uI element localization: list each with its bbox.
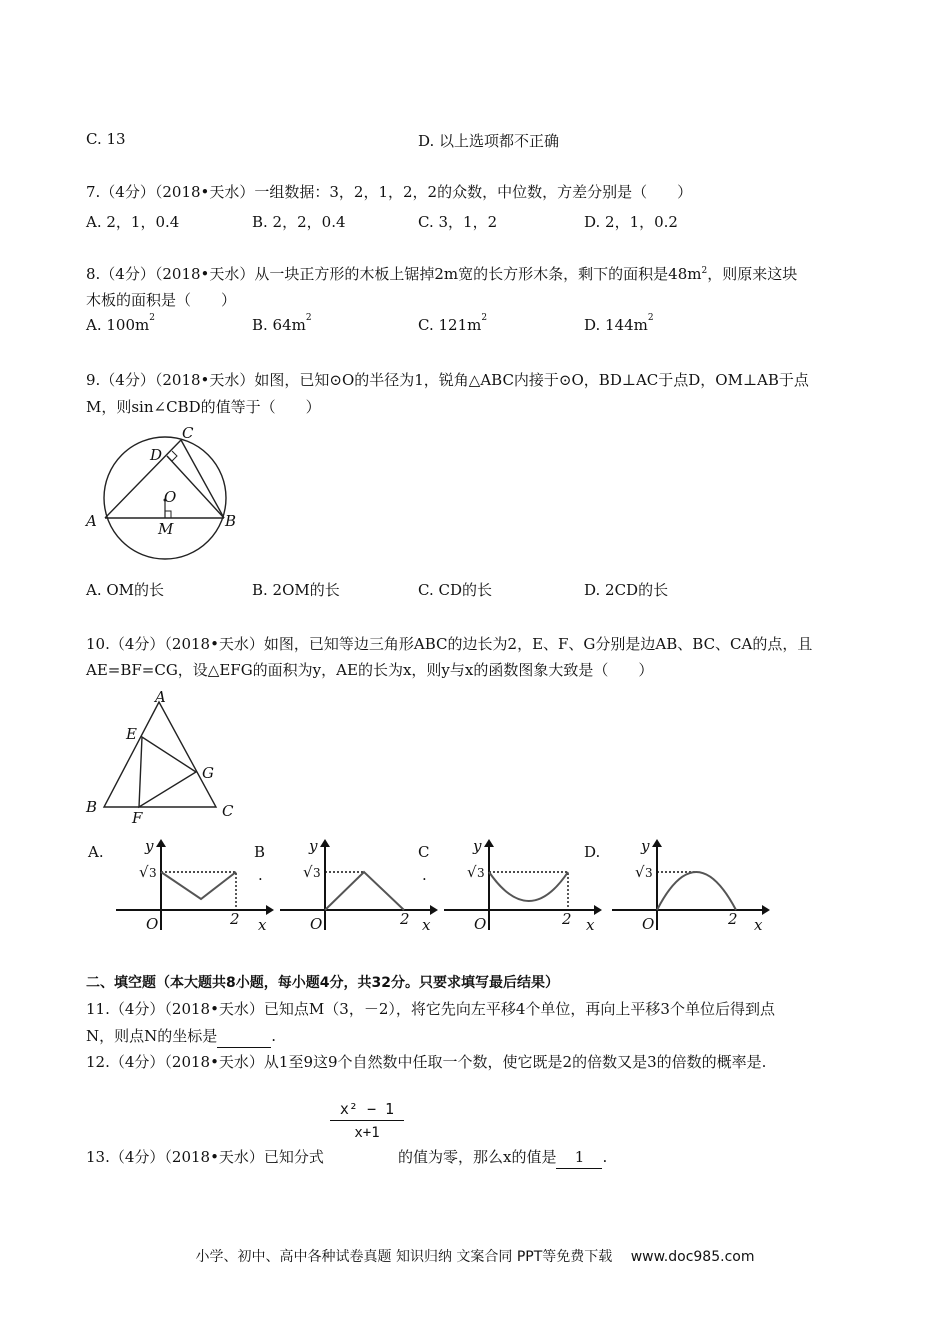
q13-numerator: x² − 1 bbox=[330, 1100, 404, 1121]
q8-option-a-sup: 2 bbox=[149, 313, 155, 323]
label-b: B bbox=[86, 798, 98, 816]
dotted-guide bbox=[161, 872, 236, 910]
label-x: x bbox=[754, 916, 763, 934]
q11-stem-line2 bbox=[86, 1025, 276, 1048]
q9-option-d: D. 2CD的长 bbox=[584, 581, 669, 599]
label-sqrt3: 3 bbox=[313, 866, 321, 880]
q8-option-b-text: B. 64m bbox=[252, 316, 306, 334]
label-x: x bbox=[422, 916, 431, 934]
sqrt-icon: √ bbox=[635, 863, 645, 881]
label-x: x bbox=[586, 916, 595, 934]
q10-option-c: C bbox=[418, 843, 430, 861]
graph-b bbox=[280, 838, 440, 938]
q13-denominator: x+1 bbox=[354, 1125, 380, 1141]
y-arrow-icon bbox=[156, 839, 166, 847]
q8-option-c bbox=[418, 313, 488, 334]
q7-option-a: A. 2，1，0.4 bbox=[86, 213, 180, 231]
label-x: x bbox=[258, 916, 267, 934]
label-sqrt3: 3 bbox=[645, 866, 653, 880]
q8-option-b bbox=[252, 313, 312, 334]
q9-option-c: C. CD的长 bbox=[418, 581, 492, 599]
label-y: y bbox=[145, 838, 154, 855]
curve bbox=[325, 872, 404, 910]
triangle-efg bbox=[139, 737, 196, 807]
curve bbox=[489, 872, 568, 901]
graph-a bbox=[116, 838, 276, 938]
label-f: F bbox=[132, 809, 143, 827]
label-c: C bbox=[182, 424, 194, 442]
x-arrow-icon bbox=[762, 905, 770, 915]
y-arrow-icon bbox=[484, 839, 494, 847]
q10-option-c-dot: . bbox=[422, 866, 427, 884]
q8-stem-sup: 2 bbox=[701, 266, 708, 276]
q8-stem-text: 8.（4分）（2018•天水）从一块正方形的木板上锯掉2m宽的长方形木条，剩下的面积是48m bbox=[86, 265, 702, 283]
label-y: y bbox=[309, 838, 318, 855]
label-sqrt3: 3 bbox=[149, 866, 157, 880]
x-arrow-icon bbox=[430, 905, 438, 915]
label-g: G bbox=[202, 764, 214, 782]
q10-option-b: B bbox=[254, 843, 266, 861]
q7-option-b: B. 2，2，0.4 bbox=[252, 213, 346, 231]
sqrt-icon: √ bbox=[467, 863, 477, 881]
label-origin: O bbox=[146, 915, 159, 933]
q8-option-a-text: A. 100m bbox=[86, 316, 150, 334]
q8-option-d-sup: 2 bbox=[647, 313, 654, 323]
x-arrow-icon bbox=[266, 905, 274, 915]
q10-option-b-dot: . bbox=[258, 866, 263, 884]
label-sqrt3: 3 bbox=[477, 866, 485, 880]
sqrt-icon: √ bbox=[303, 863, 313, 881]
q11-answer-blank bbox=[217, 1025, 271, 1048]
label-two: 2 bbox=[562, 910, 572, 928]
q8-option-d-text: D. 144m bbox=[584, 316, 648, 334]
q8-option-a bbox=[86, 313, 155, 334]
triangle-abc bbox=[104, 702, 216, 807]
q9-option-a: A. OM的长 bbox=[86, 581, 165, 599]
label-origin: O bbox=[642, 915, 655, 933]
q11-stem-end: . bbox=[271, 1027, 277, 1045]
label-two: 2 bbox=[400, 910, 410, 928]
q8-stem-line1 bbox=[86, 263, 797, 285]
graph-d bbox=[612, 838, 772, 938]
y-arrow-icon bbox=[652, 839, 662, 847]
q9-stem-line2: M，则sin∠CBD的值等于（ ） bbox=[86, 398, 321, 416]
q8-option-b-sup: 2 bbox=[305, 313, 312, 323]
label-two: 2 bbox=[230, 910, 240, 928]
section-2-title: 二、填空题（本大题共8小题，每小题4分，共32分。只要求填写最后结果） bbox=[86, 975, 559, 991]
graph-c bbox=[444, 838, 604, 938]
q8-option-c-text: C. 121m bbox=[418, 316, 482, 334]
x-arrow-icon bbox=[594, 905, 602, 915]
q7-option-c: C. 3，1，2 bbox=[418, 213, 498, 231]
q8-option-d bbox=[584, 313, 654, 334]
label-o: O bbox=[164, 488, 177, 506]
label-y: y bbox=[473, 838, 482, 855]
label-d: D bbox=[150, 446, 163, 464]
q6-option-d: D. 以上选项都不正确 bbox=[418, 132, 560, 150]
right-angle-m bbox=[165, 511, 171, 518]
label-two: 2 bbox=[728, 910, 738, 928]
curve bbox=[657, 872, 736, 910]
q9-option-b: B. 2OM的长 bbox=[252, 581, 340, 599]
q10-option-d: D. bbox=[584, 843, 601, 861]
label-b: B bbox=[225, 512, 237, 530]
chord-ac bbox=[105, 440, 181, 518]
q13-fraction bbox=[330, 1100, 404, 1141]
q11-stem-text: N，则点N的坐标是 bbox=[86, 1027, 218, 1045]
q13-stem-start: 13.（4分）（2018•天水）已知分式 bbox=[86, 1148, 324, 1166]
q10-option-a: A. bbox=[88, 843, 104, 861]
dotted-guide bbox=[489, 872, 568, 910]
q11-stem-line1: 11.（4分）（2018•天水）已知点M（3，－2），将它先向左平移4个单位，再向上平移3个单位后得到点 bbox=[86, 1000, 775, 1018]
q10-stem-line2: AE=BF=CG，设△EFG的面积为y，AE的长为x，则y与x的函数图象大致是（ ） bbox=[86, 661, 654, 679]
q7-stem: 7.（4分）（2018•天水）一组数据：3，2，1，2，2的众数，中位数，方差分别是（ ） bbox=[86, 183, 693, 201]
q9-circle-figure bbox=[84, 422, 244, 572]
q13-period: . bbox=[602, 1148, 608, 1166]
label-c: C bbox=[222, 802, 234, 820]
q8-stem-end: ，则原来这块 bbox=[707, 265, 798, 283]
q8-stem-line2: 木板的面积是（ ） bbox=[86, 291, 237, 309]
q12-stem: 12.（4分）（2018•天水）从1至9这9个自然数中任取一个数，使它既是2的倍数又是3的倍数的概率是. bbox=[86, 1053, 767, 1071]
label-e: E bbox=[126, 725, 137, 743]
label-a: A bbox=[155, 690, 166, 706]
q7-option-d: D. 2，1，0.2 bbox=[584, 213, 678, 231]
q9-stem-line1: 9.（4分）（2018•天水）如图，已知⊙O的半径为1，锐角△ABC内接于⊙O，BD⊥AC于点D，OM⊥AB于点 bbox=[86, 371, 809, 389]
q6-option-c: C. 13 bbox=[86, 130, 126, 148]
q13-stem-end: 的值为零，那么x的值是 bbox=[398, 1148, 557, 1166]
y-arrow-icon bbox=[320, 839, 330, 847]
curve bbox=[161, 872, 236, 899]
footer-text: 小学、初中、高中各种试卷真题 知识归纳 文案合同 PPT等免费下载 www.doc985.com bbox=[195, 1249, 755, 1265]
label-origin: O bbox=[310, 915, 323, 933]
q13-stem-rest bbox=[398, 1146, 607, 1169]
q10-triangle-figure bbox=[84, 690, 244, 830]
sqrt-icon: √ bbox=[139, 863, 149, 881]
label-a: A bbox=[86, 512, 97, 530]
label-origin: O bbox=[474, 915, 487, 933]
q10-stem-line1: 10.（4分）（2018•天水）如图，已知等边三角形ABC的边长为2，E、F、G分别是边AB、BC、CA的点，且 bbox=[86, 635, 813, 653]
q13-answer: 1 bbox=[556, 1146, 602, 1169]
label-m: M bbox=[158, 520, 174, 538]
q8-option-c-sup: 2 bbox=[481, 313, 488, 323]
label-y: y bbox=[641, 838, 650, 855]
